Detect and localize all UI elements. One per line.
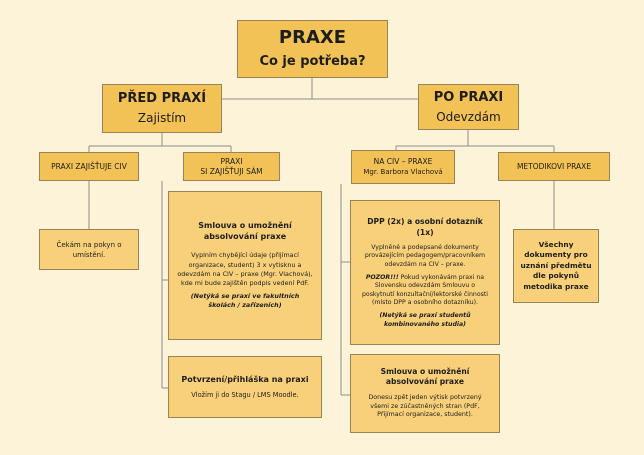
before-civ-header-label: PRAXI ZAJIŠŤUJE CIV [51, 162, 127, 171]
after-civ-header [351, 150, 455, 184]
before-contract-box [168, 191, 322, 340]
after-subtitle: Odevzdám [436, 109, 501, 124]
after-methodist-docs-box [513, 229, 599, 303]
before-confirm-title: Potvrzení/přihláška na praxi [181, 375, 309, 384]
after-contract-title: Smlouva o umožnění absolvování praxe [380, 366, 470, 387]
after-dpp-box [350, 200, 500, 345]
before-confirm-text: Vložím ji do Stagu / LMS Moodle. [191, 391, 299, 399]
after-civ-header-line1: NA CIV – PRAXE [373, 157, 433, 166]
after-dpp-warning [358, 274, 492, 308]
before-contract-title: Smlouva o umožnění absolvování praxe [198, 221, 292, 242]
after-dpp-title: DPP (2x) a osobní dotazník (1x) [367, 216, 483, 237]
before-civ-wait-text: Čekám na pokyn o umístění. [56, 240, 122, 259]
after-dpp-warning-label: POZOR!!! [365, 273, 399, 281]
after-methodist-header-label: METODIKOVI PRAXE [516, 162, 592, 171]
before-contract-text: Vyplním chybějící údaje (přijímací organizace, student) 3 x vytisknu a odevzdám na CIV – praxe (Mgr. Vlachová), kde mi bude zajištěn podpis vedení PdF. [177, 251, 313, 287]
before-civ-header [39, 152, 139, 181]
before-contract-note: (Netýká se praxí ve fakultních školách / zařízeních) [190, 292, 300, 310]
after-contract-box [350, 354, 500, 433]
before-civ-wait-box [39, 229, 139, 270]
after-methodist-docs-text: Všechny dokumenty pro uznání předmětu dle pokynů metodika praxe [520, 239, 592, 291]
after-dpp-text: Vyplněné a podepsané dokumenty provázejícím pedagogem/pracovníkem odevzdám na CIV – praxe. [364, 243, 486, 269]
before-subtitle: Zajistím [137, 111, 187, 125]
before-self-header-line2: SI ZAJIŠŤUJI SÁM [200, 166, 263, 176]
before-title: PŘED PRAXÍ [117, 91, 207, 106]
after-dpp-warning-text: Pokud vykonávám praxi na Slovensku odevzdám Smlouvu o poskytnutí konzultační/lektorské činnosti (místo DPP a osobního dotazníku). [362, 273, 488, 307]
after-civ-header-line2: Mgr. Barbora Vlachová [363, 168, 443, 176]
before-self-header [183, 152, 280, 181]
after-contract-text: Donesu zpět jeden výtisk potvrzený všemi ze zúčastněných stran (PdF, Přijímací organizace, student). [368, 393, 482, 419]
after-dpp-note: (Netýká se praxí studentů kombinovaného studia) [379, 311, 471, 328]
before-self-header-line1: PRAXI [220, 156, 243, 166]
root-title: PRAXE [278, 27, 347, 48]
after-box [418, 84, 519, 130]
before-box [102, 84, 222, 133]
after-methodist-header [498, 152, 610, 181]
root-box [237, 20, 388, 78]
after-title: PO PRAXI [433, 89, 504, 105]
before-confirm-box [168, 356, 322, 418]
root-subtitle: Co je potřeba? [259, 54, 366, 69]
